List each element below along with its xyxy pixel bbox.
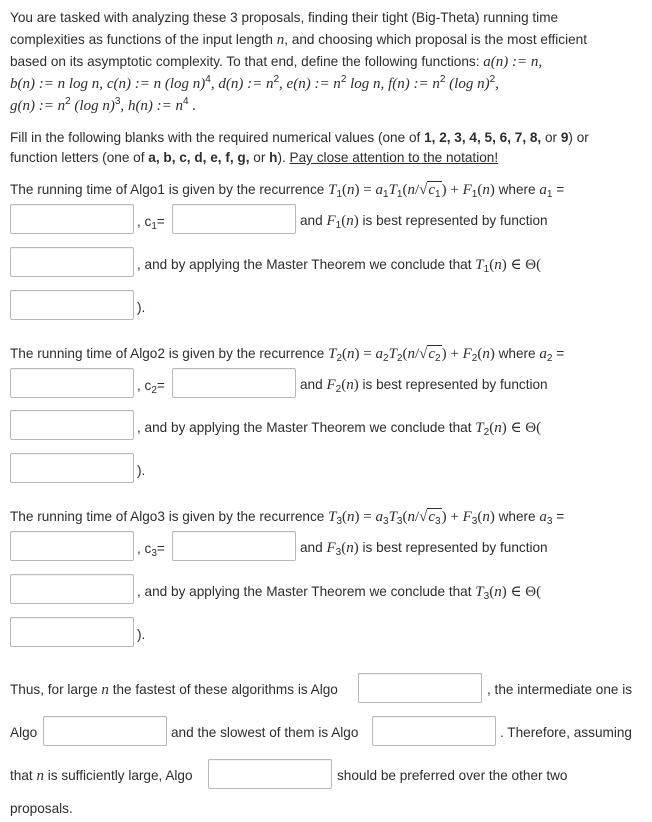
intro-line-1: You are tasked with analyzing these 3 proposals, finding their tight (Big-Theta) running time (10, 10, 559, 25)
conclusion-algo-label: Algo (10, 725, 38, 740)
intro-line-3: based on its asymptotic complexity. To that end, define the following functions: a(n) := n, (10, 54, 543, 70)
algo2-c-label: , $c_2=$ (137, 378, 165, 396)
preferred-algo-input[interactable] (208, 759, 332, 789)
algo2-recurrence: The running time of Algo2 is given by the recurrence $T_2(n) = a_2T_2(n/√c_2) + F_2(n)$ where $a_2$ = (10, 346, 565, 364)
conclusion-preferred-text: should be preferred over the other two (337, 768, 568, 783)
fastest-algo-input[interactable] (358, 673, 482, 703)
algo2-a-input[interactable] (10, 368, 134, 398)
algo1-close: ). (137, 300, 146, 315)
algo2-f-input[interactable] (10, 410, 134, 440)
intro-line-4: b(n) := n log n, c(n) := n (log n)$^4$, d(n) := $n^2$, e(n) := $n^2$ log n, f(n) := $n^2$ (log n)$^2$, (10, 74, 499, 92)
algo2-close: ). (137, 463, 146, 478)
intro-line-2: complexities as functions of the input length n, and choosing which proposal is the most efficient (10, 32, 588, 48)
algo1-master: , and by applying the Master Theorem we conclude that $T_1(n)$ ∈ Θ( (137, 257, 542, 275)
algo1-c-input[interactable] (172, 204, 296, 234)
algo3-c-label: , $c_3=$ (137, 541, 165, 559)
algo2-c-input[interactable] (172, 368, 296, 398)
conclusion-therefore-text: . Therefore, assuming (500, 725, 632, 740)
intro-line-5: g(n) := $n^2$ (log n)$^3$, h(n) := $n^4$ . (10, 96, 197, 114)
algo1-a-input[interactable] (10, 204, 134, 234)
instructions-line-1: Fill in the following blanks with the required numerical values (one of 1, 2, 3, 4, 5, 6, 7, 8, or 9) or (10, 130, 589, 145)
algo2-master: , and by applying the Master Theorem we conclude that $T_2(n)$ ∈ Θ( (137, 420, 542, 438)
conclusion-proposals-text: proposals. (10, 801, 73, 816)
algo2-f-label: and $F_2(n)$ is best represented by function (300, 377, 548, 395)
algo1-recurrence: The running time of Algo1 is given by the recurrence $T_1(n) = a_1T_1(n/√c_1) + F_1(n)$ where $a_1$ = (10, 182, 565, 200)
algo3-a-input[interactable] (10, 531, 134, 561)
conclusion-assume-text: that n is sufficiently large, Algo (10, 768, 193, 784)
algo3-master: , and by applying the Master Theorem we conclude that $T_3(n)$ ∈ Θ( (137, 584, 542, 602)
attention-note: Pay close attention to the notation! (289, 150, 499, 165)
algo3-f-label: and $F_3(n)$ is best represented by function (300, 540, 548, 558)
algo2-theta-input[interactable] (10, 453, 134, 483)
algo1-c-label: , $c_1=$ (137, 214, 165, 232)
conclusion-fastest-text: Thus, for large n the fastest of these algorithms is Algo (10, 682, 338, 698)
algo1-f-label: and $F_1(n)$ is best represented by function (300, 213, 548, 231)
slowest-algo-input[interactable] (372, 716, 496, 746)
conclusion-slowest-text: and the slowest of them is Algo (171, 725, 359, 740)
algo3-f-input[interactable] (10, 574, 134, 604)
instructions-line-2: function letters (one of a, b, c, d, e, f, g, or h). Pay close attention to the notation! (10, 150, 499, 165)
algo3-c-input[interactable] (172, 531, 296, 561)
conclusion-intermediate-text: , the intermediate one is (487, 682, 633, 697)
algo1-f-input[interactable] (10, 247, 134, 277)
algo3-theta-input[interactable] (10, 617, 134, 647)
algo1-theta-input[interactable] (10, 290, 134, 320)
intermediate-algo-input[interactable] (43, 716, 167, 746)
algo3-close: ). (137, 627, 146, 642)
algo3-recurrence: The running time of Algo3 is given by the recurrence $T_3(n) = a_3T_3(n/√c_3) + F_3(n)$ where $a_3$ = (10, 509, 565, 527)
